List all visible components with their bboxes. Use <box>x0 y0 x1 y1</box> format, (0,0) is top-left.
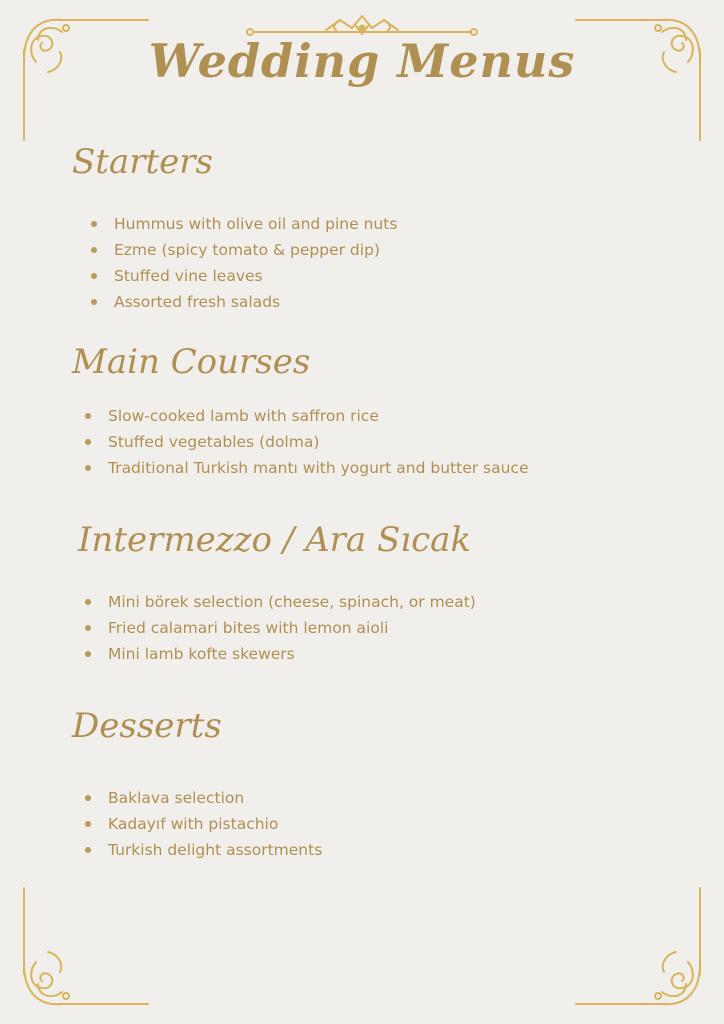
bullet-icon <box>85 465 91 471</box>
item-text: Hummus with olive oil and pine nuts <box>114 215 398 233</box>
bullet-icon <box>91 221 97 227</box>
bullet-icon <box>85 413 91 419</box>
item-text: Mini lamb kofte skewers <box>108 645 295 663</box>
item-text: Assorted fresh salads <box>114 293 281 311</box>
corner-flourish-icon <box>576 888 700 1004</box>
bullet-icon <box>85 439 91 445</box>
section-heading-intermezzo: Intermezzo / Ara Sıcak <box>78 520 472 560</box>
bullet-icon <box>91 273 97 279</box>
bullet-icon <box>85 625 91 631</box>
section-heading-desserts: Desserts <box>72 706 222 746</box>
desserts-list <box>82 785 322 863</box>
bullet-icon <box>85 847 91 853</box>
section-heading-main-courses: Main Courses <box>72 342 311 382</box>
list-item <box>88 237 397 263</box>
list-item <box>88 263 397 289</box>
item-text: Kadayıf with pistachio <box>108 815 279 833</box>
item-text: Ezme (spicy tomato & pepper dip) <box>114 241 380 259</box>
item-text: Mini börek selection (cheese, spinach, or meat) <box>108 593 476 611</box>
list-item <box>88 211 397 237</box>
corner-flourish-icon <box>24 888 148 1004</box>
page-title: Wedding Menus <box>148 34 576 88</box>
item-text: Turkish delight assortments <box>108 841 323 859</box>
list-item <box>88 289 397 315</box>
item-text: Slow-cooked lamb with saffron rice <box>108 407 379 425</box>
bullet-icon <box>85 795 91 801</box>
bullet-icon <box>91 299 97 305</box>
list-item <box>82 403 528 429</box>
list-item <box>82 811 322 837</box>
item-text: Traditional Turkish mantı with yogurt and butter sauce <box>108 459 529 477</box>
list-item <box>82 615 476 641</box>
crown-ornament-icon <box>247 16 477 35</box>
bullet-icon <box>85 821 91 827</box>
list-item <box>82 429 528 455</box>
main-courses-list <box>82 403 528 481</box>
intermezzo-list <box>82 589 476 667</box>
bullet-icon <box>91 247 97 253</box>
list-item <box>82 785 322 811</box>
starters-list <box>88 211 397 315</box>
bullet-icon <box>85 599 91 605</box>
list-item <box>82 589 476 615</box>
item-text: Stuffed vine leaves <box>114 267 263 285</box>
list-item <box>82 837 322 863</box>
item-text: Fried calamari bites with lemon aioli <box>108 619 389 637</box>
list-item <box>82 455 528 481</box>
list-item <box>82 641 476 667</box>
section-heading-starters: Starters <box>72 142 213 182</box>
item-text: Baklava selection <box>108 789 245 807</box>
item-text: Stuffed vegetables (dolma) <box>108 433 320 451</box>
bullet-icon <box>85 651 91 657</box>
